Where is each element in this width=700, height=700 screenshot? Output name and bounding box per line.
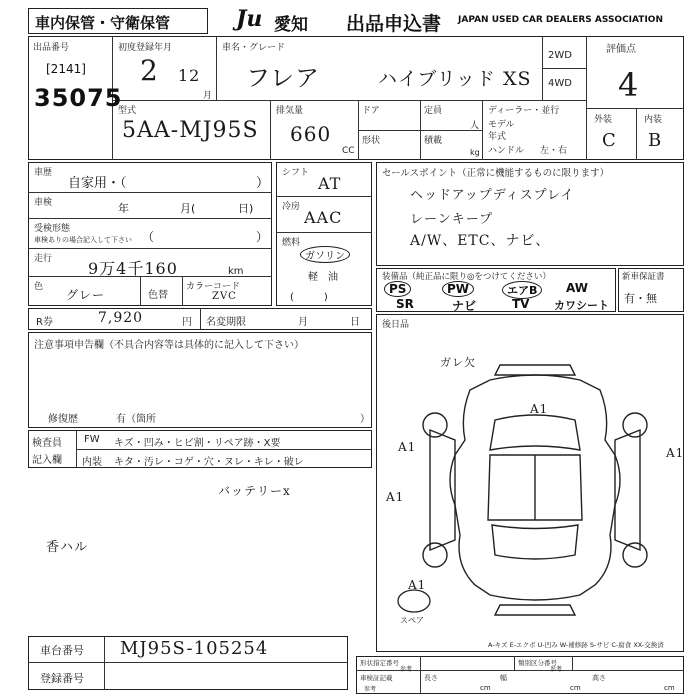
name-change-day: 日 bbox=[350, 317, 360, 328]
color-change-label: 色替 bbox=[148, 290, 168, 301]
received-close: ） bbox=[256, 230, 269, 244]
height-unit: cm bbox=[664, 684, 675, 692]
name-change-month: 月 bbox=[298, 317, 308, 328]
warranty-label: 新車保証書 bbox=[622, 272, 665, 282]
displacement-label: 排気量 bbox=[276, 106, 304, 116]
equip-navi: ナビ bbox=[452, 299, 477, 313]
class-label: 類別区分番号 bbox=[518, 659, 557, 667]
exterior-label: 外装 bbox=[594, 115, 613, 125]
repair-close: ） bbox=[360, 414, 370, 425]
history-close: ） bbox=[256, 176, 270, 191]
doors-label: ドア bbox=[362, 106, 380, 116]
selling-point-2: レーンキープ bbox=[410, 212, 494, 227]
equip-pw bbox=[442, 281, 474, 297]
mark-4: A1 bbox=[386, 490, 405, 504]
form-label: 形状指定番号 bbox=[360, 659, 399, 667]
type-label: 型式 bbox=[118, 106, 137, 116]
dealer-model-label: モデル bbox=[488, 120, 515, 130]
doc-title: 出品申込書 bbox=[346, 13, 442, 35]
mileage-label: 走行 bbox=[34, 254, 53, 264]
history-label: 車歴 bbox=[34, 168, 53, 178]
fuel-gas: ガソリン bbox=[305, 251, 345, 262]
displacement-unit: CC bbox=[342, 146, 355, 156]
dealer-label: ディーラー・並行 bbox=[488, 106, 560, 116]
selling-point-1: ヘッドアップディスプレイ bbox=[410, 188, 575, 203]
note-battery: バッテリーx bbox=[218, 484, 291, 498]
class-ref: 参考 bbox=[550, 666, 563, 673]
lot-number: 35075 bbox=[34, 84, 123, 112]
fuel-other: ( ) bbox=[290, 292, 328, 303]
mark-5: A1 bbox=[408, 578, 427, 592]
lot-label: 出品番号 bbox=[33, 43, 70, 53]
org-english: JAPAN USED CAR DEALERS ASSOCIATION bbox=[458, 15, 663, 25]
width-unit: cm bbox=[570, 684, 581, 692]
storage-stamp-text: 車内保管・守衛保管 bbox=[35, 14, 171, 32]
color-label: 色 bbox=[34, 282, 44, 292]
inspection-year: 年 bbox=[118, 202, 129, 215]
chassis-number: MJ95S-105254 bbox=[120, 638, 269, 659]
displacement-value: 660 bbox=[290, 122, 332, 146]
exterior-grade: C bbox=[602, 130, 617, 151]
ac-label: 冷房 bbox=[282, 202, 301, 212]
equipment-label: 装備品（純正品に限り◎をつけてください） bbox=[382, 272, 551, 282]
notes-label: 注意事項申告欄（不具合内容等は具体的に記入して下さい） bbox=[34, 340, 304, 351]
inspection-day: 日) bbox=[238, 202, 254, 215]
history-value: 自家用・（ bbox=[68, 176, 127, 191]
inspector-label-1: 検査員 bbox=[32, 438, 62, 449]
equip-pw-label: PW bbox=[447, 282, 470, 296]
equip-ps-label: PS bbox=[389, 282, 407, 296]
car-body-diagram bbox=[400, 360, 670, 620]
chassis-label: 車台番号 bbox=[40, 644, 84, 657]
fuel-gas-circled bbox=[300, 246, 350, 263]
equip-sr: SR bbox=[396, 297, 414, 311]
cert-ref: 参考 bbox=[364, 686, 377, 693]
received-label: 受検形態 bbox=[34, 224, 71, 234]
spare-tire-icon bbox=[396, 588, 432, 614]
name-change-label: 名変期限 bbox=[206, 317, 246, 328]
load-label: 積載 bbox=[424, 136, 443, 146]
inspector-row2: キタ・汚レ・コゲ・穴・ヌレ・キレ・破レ bbox=[114, 457, 304, 468]
inspector-row1: キズ・凹み・ヒビ割・リペア跡・X要 bbox=[114, 438, 281, 449]
warranty-options: 有・無 bbox=[624, 292, 657, 305]
registration-month: 12 bbox=[178, 66, 201, 85]
length-unit: cm bbox=[480, 684, 491, 692]
note-smell: 香ハル bbox=[46, 540, 89, 555]
capacity-unit: 人 bbox=[470, 121, 480, 131]
org-name: 愛知 bbox=[274, 15, 308, 35]
fuel-label: 燃料 bbox=[282, 238, 301, 248]
model-name: フレア bbox=[246, 64, 321, 92]
recycle-label: R券 bbox=[36, 317, 53, 328]
regnum-label: 登録番号 bbox=[40, 672, 84, 685]
model-label: 車名・グレード bbox=[222, 43, 286, 53]
shape-label: 形状 bbox=[362, 136, 381, 146]
spare-label: スペア bbox=[400, 616, 424, 625]
mark-3: A1 bbox=[666, 446, 685, 460]
equip-airbag-label: エアB bbox=[507, 284, 538, 297]
score-label: 評価点 bbox=[606, 44, 636, 55]
registration-month-unit: 月 bbox=[203, 91, 213, 101]
recycle-value: 7,920 bbox=[98, 310, 144, 326]
ac-value: AAC bbox=[304, 208, 343, 227]
handle-options: 左・右 bbox=[540, 146, 568, 156]
cert-label: 車検証記載 bbox=[360, 674, 393, 682]
fuel-diesel: 軽 油 bbox=[308, 272, 338, 283]
lot-bracket: [2141] bbox=[46, 62, 86, 76]
mileage-value: 9万4千160 bbox=[88, 259, 178, 278]
color-code-value: ZVC bbox=[212, 291, 237, 302]
damage-legend: A-キズ E-エクボ U-凹み W-補修跡 S-サビ C-腐食 XX-交換済 bbox=[488, 641, 664, 649]
width-label: 幅 bbox=[500, 674, 507, 682]
drive-2wd: 2WD bbox=[548, 50, 572, 61]
capacity-label: 定員 bbox=[424, 106, 443, 116]
form-ref: 参考 bbox=[400, 666, 413, 673]
inspector-row1-head: FW bbox=[84, 434, 100, 445]
selling-point-3: A/W、ETC、ナビ、 bbox=[410, 233, 551, 249]
ju-logo: Ju bbox=[236, 6, 263, 32]
inspection-label: 車検 bbox=[34, 198, 53, 208]
selling-points-label: セールスポイント（正常に機能するものに限ります） bbox=[382, 168, 610, 179]
load-unit: kg bbox=[470, 148, 480, 157]
registration-year: 2 bbox=[140, 54, 159, 87]
repair-label: 修復歴 bbox=[48, 414, 78, 425]
color-code-label: カラーコード bbox=[186, 282, 241, 292]
mark-2: A1 bbox=[398, 440, 417, 454]
equip-leather: カワシート bbox=[554, 299, 609, 312]
back-label: 後日品 bbox=[382, 320, 410, 330]
drive-4wd: 4WD bbox=[548, 78, 572, 89]
color-value: グレー bbox=[66, 288, 106, 302]
inspector-row2-head: 内装 bbox=[82, 457, 102, 468]
received-note: 車検ありの場合記入して下さい bbox=[34, 236, 132, 244]
inspection-month: 月( bbox=[180, 202, 196, 215]
registration-label: 初度登録年月 bbox=[118, 43, 173, 53]
interior-label: 内装 bbox=[644, 115, 663, 125]
shift-label: シフト bbox=[282, 168, 310, 178]
height-label: 高さ bbox=[592, 674, 606, 682]
type-value: 5AA-MJ95S bbox=[122, 118, 259, 143]
equip-aw: AW bbox=[566, 281, 588, 295]
mileage-unit: km bbox=[228, 266, 244, 277]
storage-stamp bbox=[28, 8, 208, 34]
inspector-label-2: 記入欄 bbox=[32, 455, 62, 466]
dealer-year-label: 年式 bbox=[488, 132, 507, 142]
shift-value: AT bbox=[318, 174, 342, 193]
equip-tv: TV bbox=[512, 297, 530, 311]
length-label: 長さ bbox=[424, 674, 438, 682]
received-open: （ bbox=[142, 230, 155, 244]
mark-rear-glass: ガレ欠 bbox=[440, 356, 476, 369]
interior-grade: B bbox=[648, 130, 663, 151]
handle-label: ハンドル bbox=[488, 146, 525, 156]
repair-value: 有（箇所 bbox=[116, 414, 156, 425]
model-grade: ハイブリッド XS bbox=[378, 68, 532, 90]
recycle-unit: 円 bbox=[182, 317, 192, 328]
mark-1: A1 bbox=[530, 402, 549, 416]
score-value: 4 bbox=[618, 66, 640, 104]
